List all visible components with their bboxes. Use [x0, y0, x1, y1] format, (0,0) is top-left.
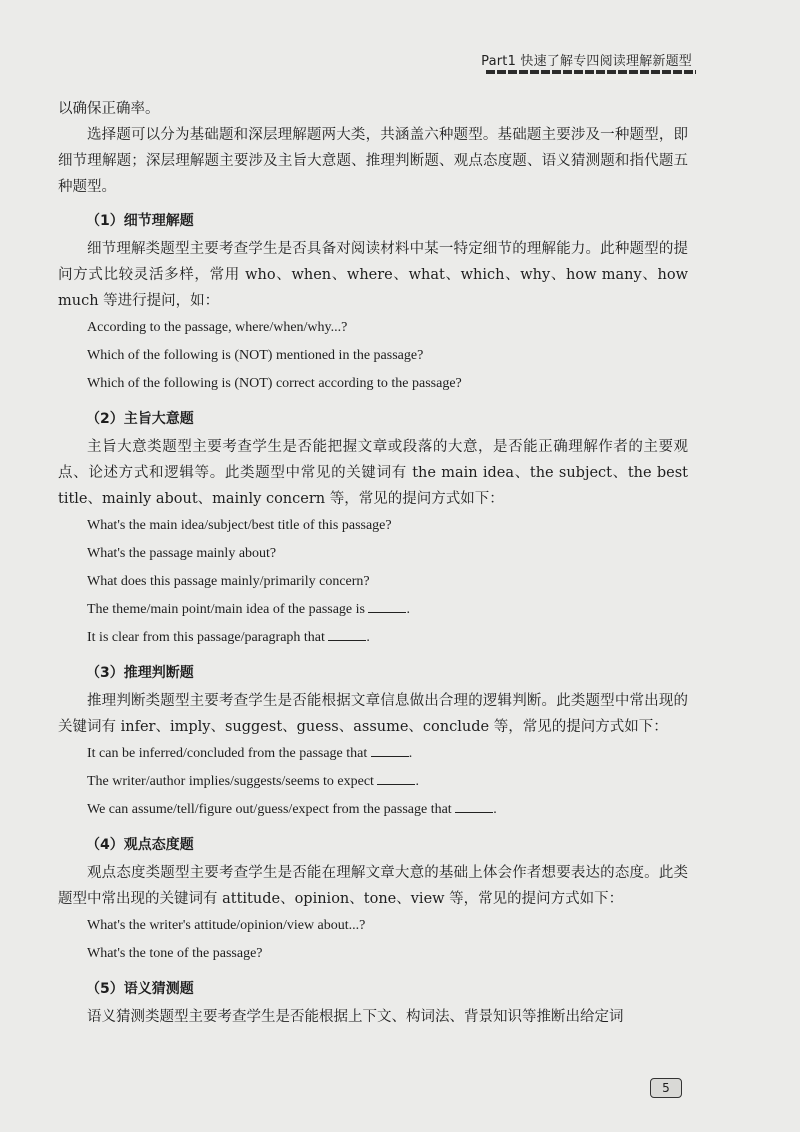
example-text: The writer/author implies/suggests/seems to expect [87, 774, 374, 789]
running-header-title: Part1 快速了解专四阅读理解新题型 [481, 54, 692, 69]
example-question: The theme/main point/main idea of the passage is . [87, 602, 410, 617]
answer-blank [328, 628, 366, 641]
page-number-badge: 5 [650, 1078, 682, 1098]
section-heading-detail: （1）细节理解题 [86, 213, 194, 229]
intro-overview-paragraph: 选择题可以分为基础题和深层理解题两大类，共涵盖六种题型。基础题主要涉及一种题型，即细节理解题；深层理解题主要涉及主旨大意题、推理判断题、观点态度题、语义猜测题和指代题五种题型。 [58, 127, 688, 195]
section-heading-word-meaning: （5）语义猜测题 [86, 981, 194, 997]
section-heading-inference: （3）推理判断题 [86, 665, 194, 681]
section-body-attitude: 观点态度类题型主要考查学生是否能在理解文章大意的基础上体会作者想要表达的态度。此类题型中常出现的关键词有 attitude、opinion、tone、view 等，常见的提问方式如下： [58, 865, 688, 907]
section-heading-main-idea: （2）主旨大意题 [86, 411, 194, 427]
example-question: The writer/author implies/suggests/seems to expect . [87, 774, 419, 789]
answer-blank [377, 772, 415, 785]
example-question: It can be inferred/concluded from the passage that . [87, 746, 413, 761]
example-question: It is clear from this passage/paragraph that . [87, 630, 370, 645]
example-question: What's the writer's attitude/opinion/view about...? [87, 918, 366, 933]
example-question: What does this passage mainly/primarily concern? [87, 574, 370, 589]
example-question: What's the main idea/subject/best title of this passage? [87, 518, 392, 533]
example-question: According to the passage, where/when/why...? [87, 320, 348, 335]
intro-continuation: 以确保正确率。 [58, 101, 160, 117]
answer-blank [371, 744, 409, 757]
section-heading-attitude: （4）观点态度题 [86, 837, 194, 853]
example-question: Which of the following is (NOT) mentioned in the passage? [87, 348, 424, 363]
example-text: It can be inferred/concluded from the passage that [87, 746, 368, 761]
example-text: It is clear from this passage/paragraph that [87, 630, 325, 645]
section-body-inference: 推理判断类题型主要考查学生是否能根据文章信息做出合理的逻辑判断。此类题型中常出现的关键词有 infer、imply、suggest、guess、assume、conclude 等，常见的提问方式如下： [58, 693, 688, 735]
header-rule [486, 70, 696, 74]
example-question: What's the tone of the passage? [87, 946, 263, 961]
example-question: What's the passage mainly about? [87, 546, 277, 561]
page-content [58, 96, 688, 1030]
example-question: We can assume/tell/figure out/guess/expect from the passage that . [87, 802, 497, 817]
example-text: The theme/main point/main idea of the passage is [87, 602, 365, 617]
example-question: Which of the following is (NOT) correct according to the passage? [87, 376, 462, 391]
section-body-detail: 细节理解类题型主要考查学生是否具备对阅读材料中某一特定细节的理解能力。此种题型的提问方式比较灵活多样，常用 who、when、where、what、which、why、how many、how much 等进行提问，如： [58, 241, 688, 309]
answer-blank [368, 600, 406, 613]
section-body-main-idea: 主旨大意类题型主要考查学生是否能把握文章或段落的大意，是否能正确理解作者的主要观点、论述方式和逻辑等。此类题型中常见的关键词有 the main idea、the subject、the best title、mainly about、mainly concern 等，常见的提问方式如下： [58, 439, 688, 507]
answer-blank [455, 800, 493, 813]
section-body-word-meaning: 语义猜测类题型主要考查学生是否能根据上下文、构词法、背景知识等推断出给定词 [87, 1009, 624, 1025]
example-text: We can assume/tell/figure out/guess/expect from the passage that [87, 802, 452, 817]
